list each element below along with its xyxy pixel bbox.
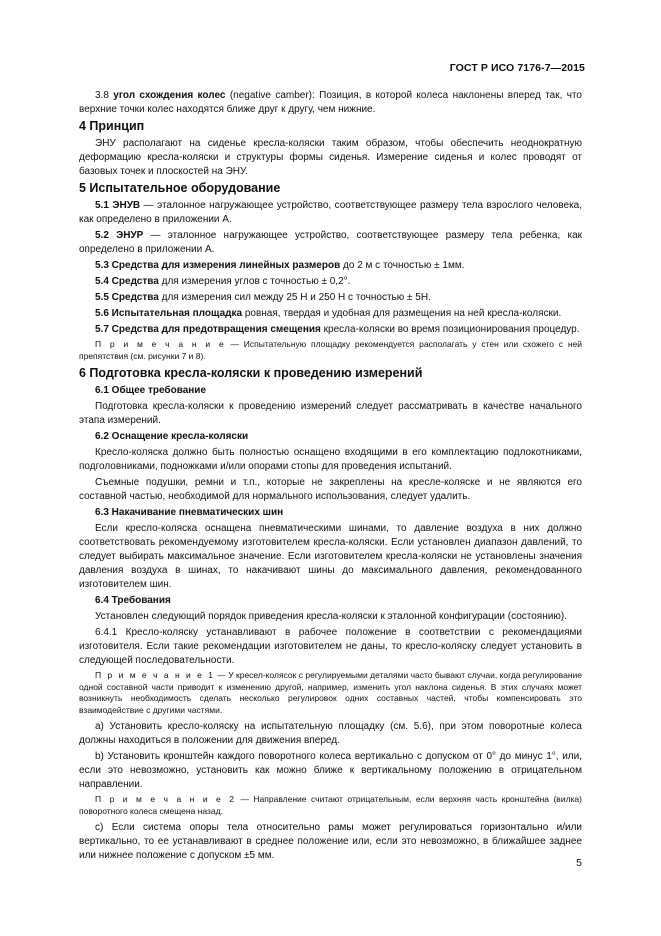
paragraph-text: кресла-коляски во время позиционирования процедур. [320,324,580,335]
subsection-heading: 6.1 Общее требование [95,385,207,396]
paragraph-text: 6.4.1 Кресло-коляску устанавливают в рабочее положение в соответствии с рекомендациями изготовителя. Если такие рекомендации изготовителем не даны, то кресло-коляску следует установить в следующей последовательности. [79,627,582,666]
body-paragraph [79,626,582,668]
note-label: П р и м е ч а н и е 1 [95,670,215,680]
paragraph-text: a) Установить кресло-коляску на испытательную площадку (см. 5.6), при этом поворотные колеса должны находиться в положении для движения вперед. [79,721,582,746]
body-paragraph [79,275,582,289]
paragraph-text: Подготовка кресла-коляски к проведению измерений следует рассматривать в качестве начального этапа измерений. [79,401,582,426]
section-heading: 4 Принцип [79,119,145,133]
body-paragraph [79,610,582,624]
body-paragraph [79,720,582,748]
note-text: — У кресел-колясок с регулируемыми деталями часто бывают случаи, когда регулирование одной составной части приводит к изменению другой, например, изменить угол наклона сиденья. В этих случаях может возникнуть необходимость сделать несколько регулировок одних составных частей, чтобы компенсировать это взаимодействие с другими частями. [79,670,582,715]
body-paragraph [79,476,582,504]
subsection-heading: 6.3 Накачивание пневматических шин [95,507,284,518]
body-paragraph [79,137,582,179]
page-number: 5 [576,857,582,869]
subsection-heading: 6.4 Требования [95,595,171,606]
note-paragraph [79,794,582,817]
paragraph-text: c) Если система опоры тела относительно рамы может регулироваться горизонтально и/или вертикально, то ее устанавливают в среднее положение или, если это невозможно, в ближайшее заднее или нижнее положение с допуском ±5 мм. [79,822,582,861]
paragraph-text: Если кресло-коляска оснащена пневматическими шинами, то давление воздуха в них должно соответствовать рекомендуемому изготовителем кресла-коляски. Если установлен диапазон давлений, то следует выбирать максимальное значение. Если изготовителем кресла-коляски не установлены значения давления воздуха в шинах, то накачивают шины до максимального давления, рекомендованного изготовителем шин. [79,523,582,590]
body-paragraph [79,259,582,273]
bold-term: 5.3 Средства для измерения линейных размеров [95,260,341,271]
paragraph-text: для измерения углов с точностью ± 0,2°. [158,276,351,287]
body-paragraph [79,400,582,428]
paragraph-text: (negative camber): Позиция, в которой колеса наклонены вперед так, что верхние точки колес находятся ближе друг к другу, чем нижние. [79,90,582,115]
bold-term: 5.4 Средства [95,276,159,287]
paragraph-text: ровная, твердая и удобная для размещения на ней кресла-коляски. [242,308,562,319]
note-text: — Испытательную площадку рекомендуется располагать у стен или схожего с ней препятствия (см. рисунки 7 и 8). [79,339,582,361]
paragraph-text: до 2 м с точностью ± 1мм. [340,260,465,271]
bold-term: 5.2 ЭНУР [95,230,144,241]
body-paragraph [79,291,582,305]
section-heading: 6 Подготовка кресла-коляски к проведению измерений [79,366,423,380]
body-paragraph [79,229,582,257]
paragraph-text: — эталонное нагружающее устройство, соответствующее размеру тела ребенка, как определено в приложении А. [79,230,583,255]
note-paragraph [79,670,582,716]
paragraph-text: Установлен следующий порядок приведения кресла-коляски к эталонной конфигурации (состоянию). [95,611,567,622]
document-body [79,89,582,865]
paragraph-text: Съемные подушки, ремни и т.п., которые не закреплены на кресле-коляске и не являются его составной частью, необходимой для нормального использования, следует удалить. [79,477,582,502]
bold-term: 5.1 ЭНУВ [95,200,141,211]
body-paragraph [79,199,582,227]
standard-header: ГОСТ Р ИСО 7176-7—2015 [449,62,585,74]
body-paragraph [79,89,582,117]
paragraph-text: ЭНУ располагают на сиденье кресла-коляски таким образом, чтобы обеспечить неоднократную деформацию кресла-коляски и структуры формы сиденья. Измерение сиденья и колес проводят от базовых точек и плоскостей на ЭНУ. [79,138,582,177]
paragraph-text: b) Установить кронштейн каждого поворотного колеса вертикально с допуском от 0° до минус 1°, или, если это невозможно, установить как можно ближе к вертикальному положению в отрицательном направлении. [79,751,582,790]
body-paragraph [79,446,582,474]
body-paragraph [79,307,582,321]
body-paragraph [79,750,582,792]
paragraph-text: 3.8 [95,90,114,101]
bold-term: 5.6 Испытательная площадка [95,308,243,319]
bold-term: 5.5 Средства [95,292,159,303]
note-text: — Направление считают отрицательным, если верхняя часть кронштейна (вилка) поворотного колеса смещена назад. [79,794,582,816]
body-paragraph [79,323,582,337]
paragraph-text: для измерения сил между 25 Н и 250 Н с точностью ± 5Н. [158,292,431,303]
bold-term: 5.7 Средства для предотвращения смещения [95,324,321,335]
paragraph-text: — эталонное нагружающее устройство, соответствующее размеру тела взрослого человека, как определено в приложении А. [79,200,583,225]
note-label: П р и м е ч а н и е 2 [95,794,236,804]
bold-term: угол схождения колес [113,90,226,101]
section-heading: 5 Испытательное оборудование [79,181,281,195]
body-paragraph [79,821,582,863]
subsection-heading: 6.2 Оснащение кресла-коляски [95,431,249,442]
note-paragraph [79,339,582,362]
body-paragraph [79,522,582,592]
note-label: П р и м е ч а н и е [95,339,226,349]
paragraph-text: Кресло-коляска должно быть полностью оснащено входящими в его комплектацию подлокотниками, подголовниками, подножками и/или опорами стопы для проведения испытаний. [79,447,582,472]
